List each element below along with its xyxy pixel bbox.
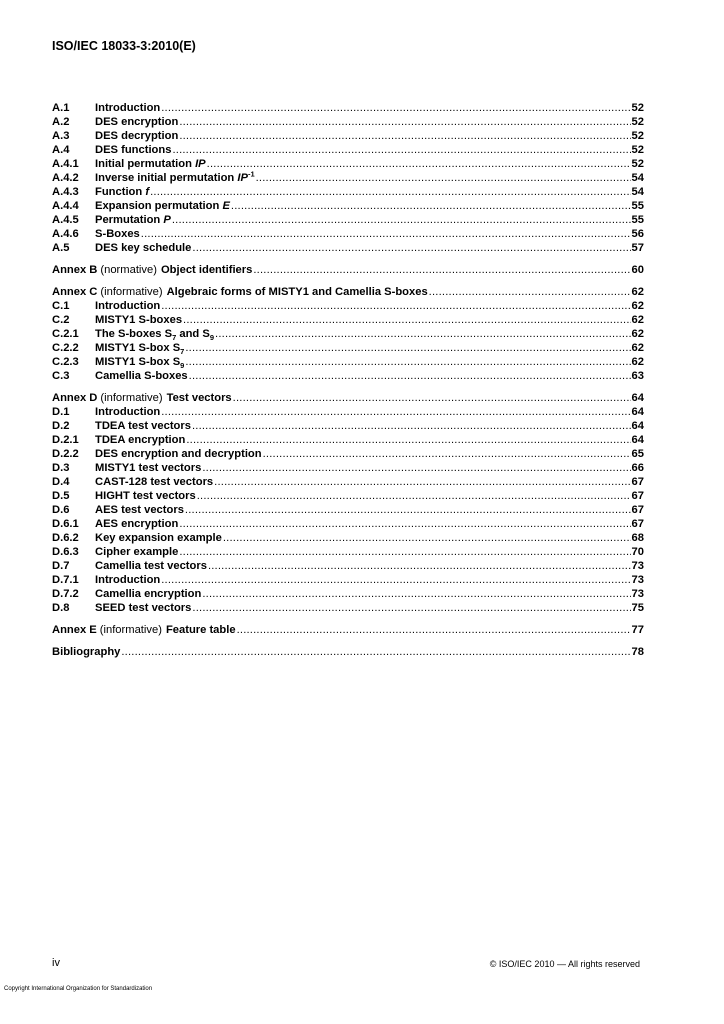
toc-annex-b[interactable]: Annex B (normative) Object identifiers ..... 60	[52, 263, 644, 277]
toc-entry[interactable]: D.6 AES test vectors ..... 67	[52, 503, 644, 517]
toc-entry[interactable]: C.2 MISTY1 S-boxes ..... 62	[52, 313, 644, 327]
toc-entry[interactable]	[52, 227, 644, 241]
toc-entry[interactable]	[52, 101, 644, 115]
toc-entry[interactable]: D.8 SEED test vectors ..... 75	[52, 601, 644, 615]
toc-entry[interactable]: D.6.2 Key expansion example ..... 68	[52, 531, 644, 545]
toc-title: Function f	[95, 186, 150, 198]
toc-entry[interactable]: D.7.1 Introduction ..... 73	[52, 573, 644, 587]
toc-entry[interactable]: D.1 Introduction ..... 64	[52, 405, 644, 419]
toc-annex-d[interactable]: Annex D (informative) Test vectors ..... 64	[52, 391, 644, 405]
toc-title: DES key schedule	[95, 242, 192, 254]
toc-entry[interactable]: C.2.1 The S-boxes $S_7$ and $S_9$ ..... 62	[52, 327, 644, 341]
toc-page: 52	[631, 116, 644, 128]
toc-entry[interactable]: C.1 Introduction ..... 62	[52, 299, 644, 313]
toc-title: Initial permutation IP	[95, 158, 206, 170]
toc-entry[interactable]: D.6.1 AES encryption ..... 67	[52, 517, 644, 531]
toc-number: A.4.5	[52, 214, 79, 226]
toc-entry[interactable]: D.6.3 Cipher example ..... 70	[52, 545, 644, 559]
toc-entry[interactable]: D.7 Camellia test vectors ..... 73	[52, 559, 644, 573]
toc-title: Expansion permutation E	[95, 200, 230, 212]
toc-entry[interactable]: D.7.2 Camellia encryption ..... 73	[52, 587, 644, 601]
toc-entry[interactable]	[52, 213, 644, 227]
page-number: iv	[52, 957, 60, 969]
toc-title: Introduction	[95, 102, 161, 114]
toc-entry[interactable]	[52, 185, 644, 199]
licensing-notice: Copyright International Organization for Standardization	[4, 986, 153, 992]
toc-entry[interactable]: D.2 TDEA test vectors ..... 64	[52, 419, 644, 433]
document-id-header: ISO/IEC 18033-3:2010(E)	[52, 39, 196, 53]
toc-entry[interactable]	[52, 199, 644, 213]
toc-page: 52	[631, 158, 644, 170]
toc-bibliography[interactable]: Bibliography ..... 78	[52, 645, 644, 659]
toc-page: 56	[631, 228, 644, 240]
toc-title: S-Boxes	[95, 228, 140, 240]
toc-entry[interactable]: D.2.1 TDEA encryption ..... 64	[52, 433, 644, 447]
toc-page: 52	[631, 102, 644, 114]
toc-entry[interactable]	[52, 171, 644, 185]
toc-annex-e[interactable]: Annex E (informative) Feature table ..... 77	[52, 623, 644, 637]
toc-number: A.4	[52, 144, 70, 156]
toc-number: A.4.3	[52, 186, 79, 198]
toc-entry[interactable]: C.2.2 MISTY1 S-box $S_7$ ..... 62	[52, 341, 644, 355]
toc-page: 52	[631, 130, 644, 142]
toc-entry[interactable]: D.2.2 DES encryption and decryption ..... 65	[52, 447, 644, 461]
toc-entry[interactable]: D.3 MISTY1 test vectors ..... 66	[52, 461, 644, 475]
toc-entry[interactable]: C.3 Camellia S-boxes ..... 63	[52, 369, 644, 383]
toc-entry[interactable]	[52, 241, 644, 255]
toc-page: 54	[631, 172, 644, 184]
toc-title: Inverse initial permutation $IP^{-1}$	[95, 169, 255, 184]
toc-title: DES encryption	[95, 116, 179, 128]
table-of-contents	[52, 101, 644, 659]
toc-entry[interactable]	[52, 129, 644, 143]
toc-entry[interactable]	[52, 143, 644, 157]
toc-entry[interactable]: D.5 HIGHT test vectors ..... 67	[52, 489, 644, 503]
toc-number: A.4.6	[52, 228, 79, 240]
toc-entry[interactable]	[52, 115, 644, 129]
toc-number: A.4.2	[52, 172, 79, 184]
toc-title: Permutation P	[95, 214, 171, 226]
toc-number: A.2	[52, 116, 70, 128]
toc-entry[interactable]: D.4 CAST-128 test vectors ..... 67	[52, 475, 644, 489]
toc-number: A.3	[52, 130, 70, 142]
toc-number: A.1	[52, 102, 70, 114]
toc-number: A.4.1	[52, 158, 79, 170]
toc-entry[interactable]	[52, 157, 644, 171]
toc-title: DES decryption	[95, 130, 179, 142]
toc-page: 54	[631, 186, 644, 198]
toc-entry[interactable]: C.2.3 MISTY1 S-box $S_9$ ..... 62	[52, 355, 644, 369]
toc-page: 55	[631, 214, 644, 226]
toc-number: A.5	[52, 242, 70, 254]
toc-title: DES functions	[95, 144, 172, 156]
toc-page: 55	[631, 200, 644, 212]
toc-page: 52	[631, 144, 644, 156]
copyright-notice: © ISO/IEC 2010 — All rights reserved	[489, 959, 640, 969]
toc-number: A.4.4	[52, 200, 79, 212]
toc-page: 57	[631, 242, 644, 254]
toc-annex-c[interactable]: Annex C (informative) Algebraic forms of MISTY1 and Camellia S-boxes ..... 62	[52, 285, 644, 299]
